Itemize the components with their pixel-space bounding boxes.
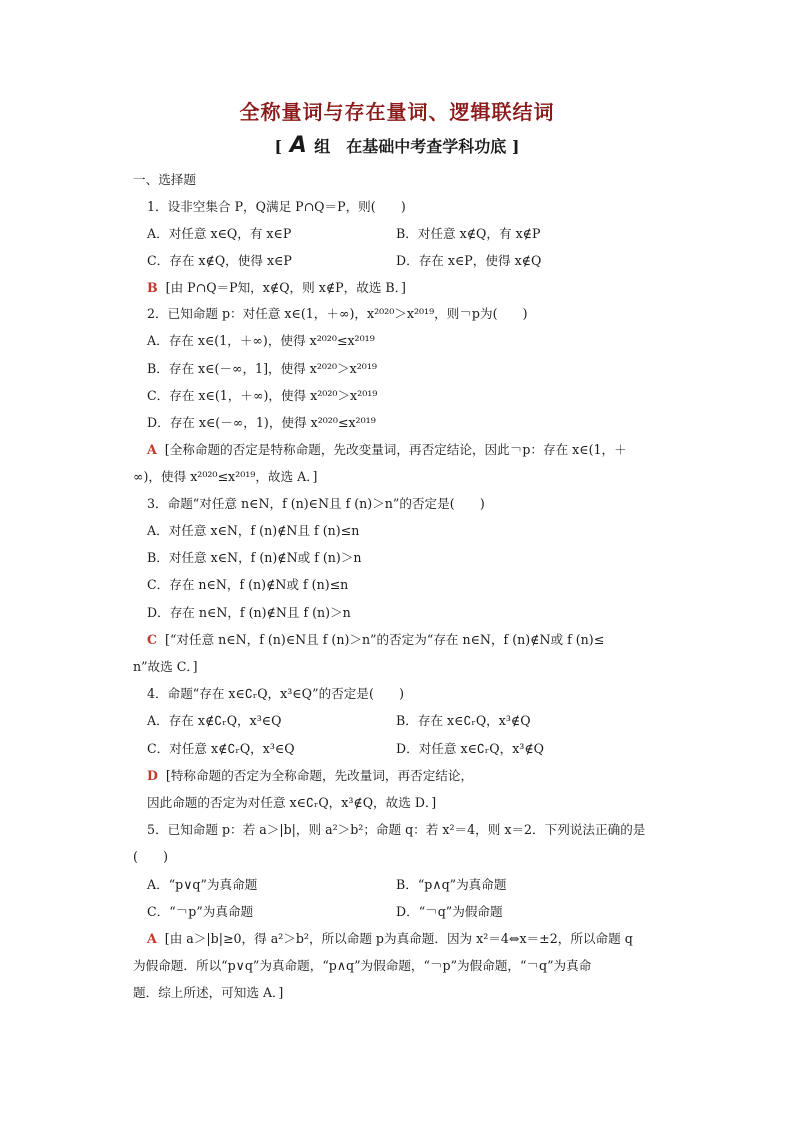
group-bracket-open: [ — [274, 137, 283, 156]
q3-option-d: D．存在 n∈N，f (n)∉N且 f (n)＞n — [147, 605, 351, 620]
q3-stem: 3．命题“对任意 n∈N，f (n)∈N且 f (n)＞n”的否定是( ) — [147, 496, 485, 511]
q2-option-c: C．存在 x∈(1，＋∞)，使得 x²⁰²⁰＞x²⁰¹⁹ — [147, 388, 378, 403]
q4-answer-letter: D — [147, 768, 158, 783]
q1-option-d: D．存在 x∈P，使得 x∉Q — [396, 253, 542, 268]
group-heading — [0, 133, 794, 158]
q1-answer-letter: B — [147, 280, 158, 295]
q5-answer-letter: A — [147, 931, 157, 946]
q3-answer-cont: n”故选 C．] — [133, 659, 198, 674]
q5-option-d: D．“￢q”为假命题 — [396, 904, 503, 919]
q4-option-b: B．存在 x∈∁ᵣQ，x³∉Q — [396, 713, 531, 728]
group-letter: A — [289, 133, 307, 158]
q3-answer-text: [“对任意 n∈N，f (n)∈N且 f (n)＞n”的否定为“存在 n∈N，f (n)∉N或 f (n)≤ — [165, 632, 605, 647]
q3-option-c: C．存在 n∈N，f (n)∉N或 f (n)≤n — [147, 577, 349, 592]
q2-option-a: A．存在 x∈(1，＋∞)，使得 x²⁰²⁰≤x²⁰¹⁹ — [147, 333, 375, 348]
q4-option-c: C．对任意 x∉∁ᵣQ，x³∈Q — [147, 741, 295, 756]
q3-option-b: B．对任意 x∈N，f (n)∉N或 f (n)＞n — [147, 550, 362, 565]
q2-stem: 2．已知命题 p：对任意 x∈(1，＋∞)，x²⁰²⁰＞x²⁰¹⁹，则￢p为( ) — [147, 306, 528, 321]
group-text: 组 在基础中考查学科功底 — [314, 137, 507, 156]
q5-option-b: B．“p∧q”为真命题 — [396, 877, 507, 892]
q1-stem: 1．设非空集合 P，Q满足 P∩Q＝P，则( ) — [147, 199, 406, 214]
q4-stem: 4．命题“存在 x∈∁ᵣQ，x³∈Q”的否定是( ) — [147, 686, 405, 701]
q4-option-a: A．存在 x∉∁ᵣQ，x³∈Q — [147, 713, 282, 728]
section-heading: 一、选择题 — [133, 172, 196, 187]
q1-option-b: B．对任意 x∉Q，有 x∉P — [396, 226, 541, 241]
page-title: 全称量词与存在量词、逻辑联结词 — [239, 100, 555, 124]
q4-answer — [147, 767, 473, 785]
q1-option-c: C．存在 x∉Q，使得 x∈P — [147, 253, 292, 268]
q1-answer-text: [由 P∩Q＝P知，x∉Q，则 x∉P，故选 B．] — [165, 280, 406, 295]
q1-option-a: A．对任意 x∈Q，有 x∈P — [147, 226, 292, 241]
q5-stem: 5．已知命题 p：若 a＞|b|，则 a²＞b²；命题 q：若 x²＝4，则 x＝2．下列说法正确的是 — [147, 822, 646, 837]
q5-answer-cont-2: 题．综上所述，可知选 A．] — [133, 985, 284, 1000]
q5-answer-cont-1: 为假命题．所以“p∨q”为真命题，“p∧q”为假命题，“￢p”为假命题，“￢q”为真命 — [133, 958, 592, 973]
q3-answer — [147, 631, 604, 649]
q3-answer-letter: C — [147, 632, 158, 647]
q3-option-a: A．对任意 x∈N，f (n)∉N且 f (n)≤n — [147, 523, 360, 538]
q2-answer — [147, 441, 627, 459]
q5-answer-text: [由 a＞|b|≥0，得 a²＞b²，所以命题 p为真命题．因为 x²＝4⇔x＝±2，所以命题 q — [164, 931, 633, 946]
q2-option-d: D．存在 x∈(－∞，1)，使得 x²⁰²⁰≤x²⁰¹⁹ — [147, 415, 376, 430]
q4-answer-text: [特称命题的否定为全称命题，先改量词，再否定结论， — [165, 768, 474, 783]
q2-answer-text: [全称命题的否定是特称命题，先改变量词，再否定结论，因此￢p：存在 x∈(1，＋ — [164, 442, 627, 457]
q4-answer-cont: 因此命题的否定为对任意 x∈∁ᵣQ，x³∉Q，故选 D．] — [147, 795, 437, 810]
q5-stem-cont: ( ) — [133, 849, 169, 864]
q5-option-a: A．“p∨q”为真命题 — [147, 877, 258, 892]
q2-option-b: B．存在 x∈(－∞，1]，使得 x²⁰²⁰＞x²⁰¹⁹ — [147, 361, 377, 376]
group-bracket-close: ] — [511, 137, 520, 156]
q2-answer-cont: ∞)，使得 x²⁰²⁰≤x²⁰¹⁹，故选 A．] — [133, 469, 318, 484]
q5-answer — [147, 930, 633, 948]
q5-option-c: C．“￢p”为真命题 — [147, 904, 254, 919]
q4-option-d: D．对任意 x∈∁ᵣQ，x³∉Q — [396, 741, 545, 756]
q2-answer-letter: A — [147, 442, 157, 457]
q1-answer — [147, 279, 406, 297]
